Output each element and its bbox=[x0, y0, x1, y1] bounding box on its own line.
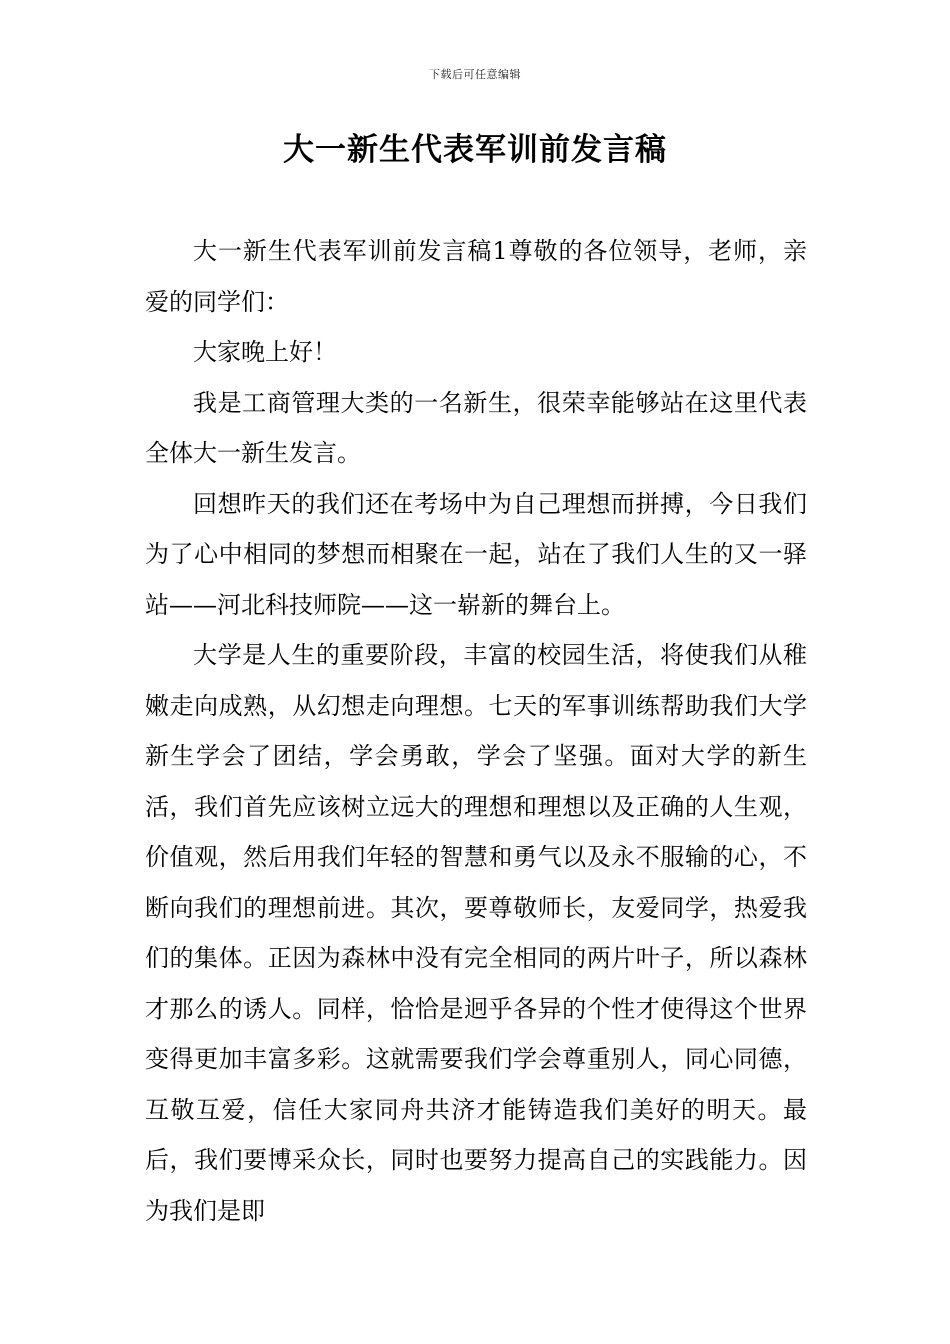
body-text bbox=[145, 226, 807, 1236]
paragraph: 大学是人生的重要阶段，丰富的校园生活，将使我们从稚嫩走向成熟，从幻想走向理想。七天的军事训练帮助我们大学新生学会了团结，学会勇敢，学会了坚强。面对大学的新生活，我们首先应该树立远大的理想和理想以及正确的人生观，价值观，然后用我们年轻的智慧和勇气以及永不服输的心，不断向我们的理想前进。其次，要尊敬师长，友爱同学，热爱我们的集体。正因为森林中没有完全相同的两片叶子，所以森林才那么的诱人。同样，恰恰是迥乎各异的个性才使得这个世界变得更加丰富多彩。这就需要我们学会尊重别人，同心同德，互敬互爱，信任大家同舟共济才能铸造我们美好的明天。最后，我们要博采众长，同时也要努力提高自己的实践能力。因为我们是即 bbox=[145, 641, 807, 1225]
paragraph: 回想昨天的我们还在考场中为自己理想而拼搏，今日我们为了心中相同的梦想而相聚在一起，站在了我们人生的又一驿站——河北科技师院——这一崭新的舞台上。 bbox=[145, 489, 807, 619]
page-title: 大一新生代表军训前发言稿 bbox=[283, 132, 667, 168]
paragraph: 我是工商管理大类的一名新生，很荣幸能够站在这里代表全体大一新生发言。 bbox=[145, 388, 807, 467]
header-note: 下载后可任意编辑 bbox=[429, 68, 521, 81]
paragraph: 大家晚上好！ bbox=[193, 338, 337, 366]
paragraph: 大一新生代表军训前发言稿1尊敬的各位领导，老师，亲爱的同学们： bbox=[145, 237, 807, 316]
